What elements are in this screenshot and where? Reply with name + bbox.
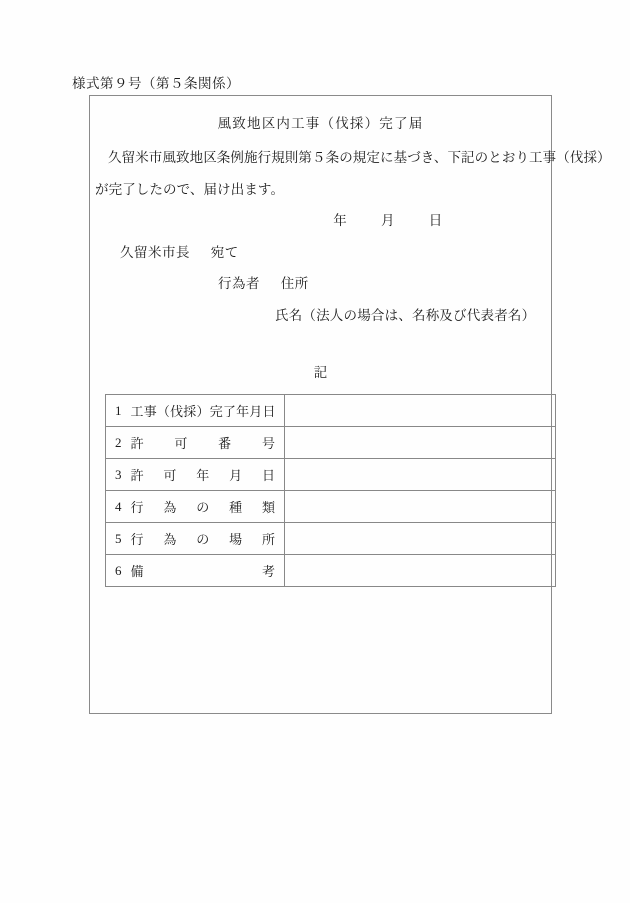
row-number: 6 [115,562,122,578]
table-row [106,395,556,427]
row-label-text [131,465,276,484]
label-char: 年 [196,468,210,483]
label-char: の [196,532,210,547]
row-number: 5 [115,530,122,546]
ki-mark: 記 [313,365,328,380]
label-char: 許 [130,468,144,483]
table-row-label [106,523,285,555]
row-label-text [131,529,276,548]
row-label-text [131,433,276,452]
form-frame [89,95,611,714]
addressee-suffix: 宛て [210,245,239,260]
form-table-body [106,395,556,587]
label-char: 為 [163,500,177,515]
row-number: 1 [115,402,122,418]
label-char: 行 [130,500,144,515]
table-row-label [106,459,285,491]
table-row [106,523,556,555]
table-row [106,459,556,491]
actor-address-line [218,272,309,292]
label-char: の [196,500,210,515]
table-row [106,491,556,523]
label-char: 類 [261,500,275,515]
table-row-value[interactable] [285,523,556,555]
table-row [106,555,556,587]
addressee-line [120,241,239,261]
label-char: 為 [163,532,177,547]
actor-address-label: 住所 [280,276,309,291]
label-char: 号 [261,436,275,451]
table-row [106,427,556,459]
row-label-text [131,561,276,580]
date-day-label: 日 [428,213,443,228]
label-char: 可 [163,468,177,483]
label-char: 日 [261,468,275,483]
body-text-line-1: 久留米市風致地区条例施行規則第５条の規定に基づき、下記のとおり工事（伐採） [108,150,611,165]
row-number: 2 [115,434,122,450]
table-row-label [106,427,285,459]
actor-name-label: 氏名（法人の場合は、名称及び代表者名） [275,308,536,323]
label-char: 所 [261,532,275,547]
label-char: 番 [218,436,232,451]
date-month-label: 月 [381,213,395,228]
table-row-value[interactable] [285,555,556,587]
row-number: 3 [115,466,122,482]
label-char: 行 [130,532,144,547]
row-number: 4 [115,498,122,514]
label-char: 種 [229,500,243,515]
table-row-label [106,491,285,523]
label-char: 許 [130,436,144,451]
addressee-name: 久留米市長 [120,245,190,260]
label-char: 月 [229,468,243,483]
label-char: 場 [229,532,243,547]
table-row-value[interactable] [285,459,556,491]
date-line [90,209,551,229]
document-title: 風致地区内工事（伐採）完了届 [217,116,424,131]
table-row-label [106,555,285,587]
date-year-label: 年 [333,213,348,228]
actor-label: 行為者 [218,276,260,291]
label-char: 考 [261,564,275,579]
form-table [105,394,556,587]
form-number-label: 様式第９号（第５条関係） [72,76,240,91]
label-char: 備 [130,564,144,579]
table-row-label [106,395,285,427]
row-label-text: 工事（伐採）完了年月日 [130,404,276,419]
row-label-text [131,497,276,516]
label-char: 可 [174,436,188,451]
table-row-value[interactable] [285,491,556,523]
body-text-line-2: が完了したので、届け出ます。 [95,182,285,197]
table-row-value[interactable] [285,427,556,459]
table-row-value[interactable] [285,395,556,427]
